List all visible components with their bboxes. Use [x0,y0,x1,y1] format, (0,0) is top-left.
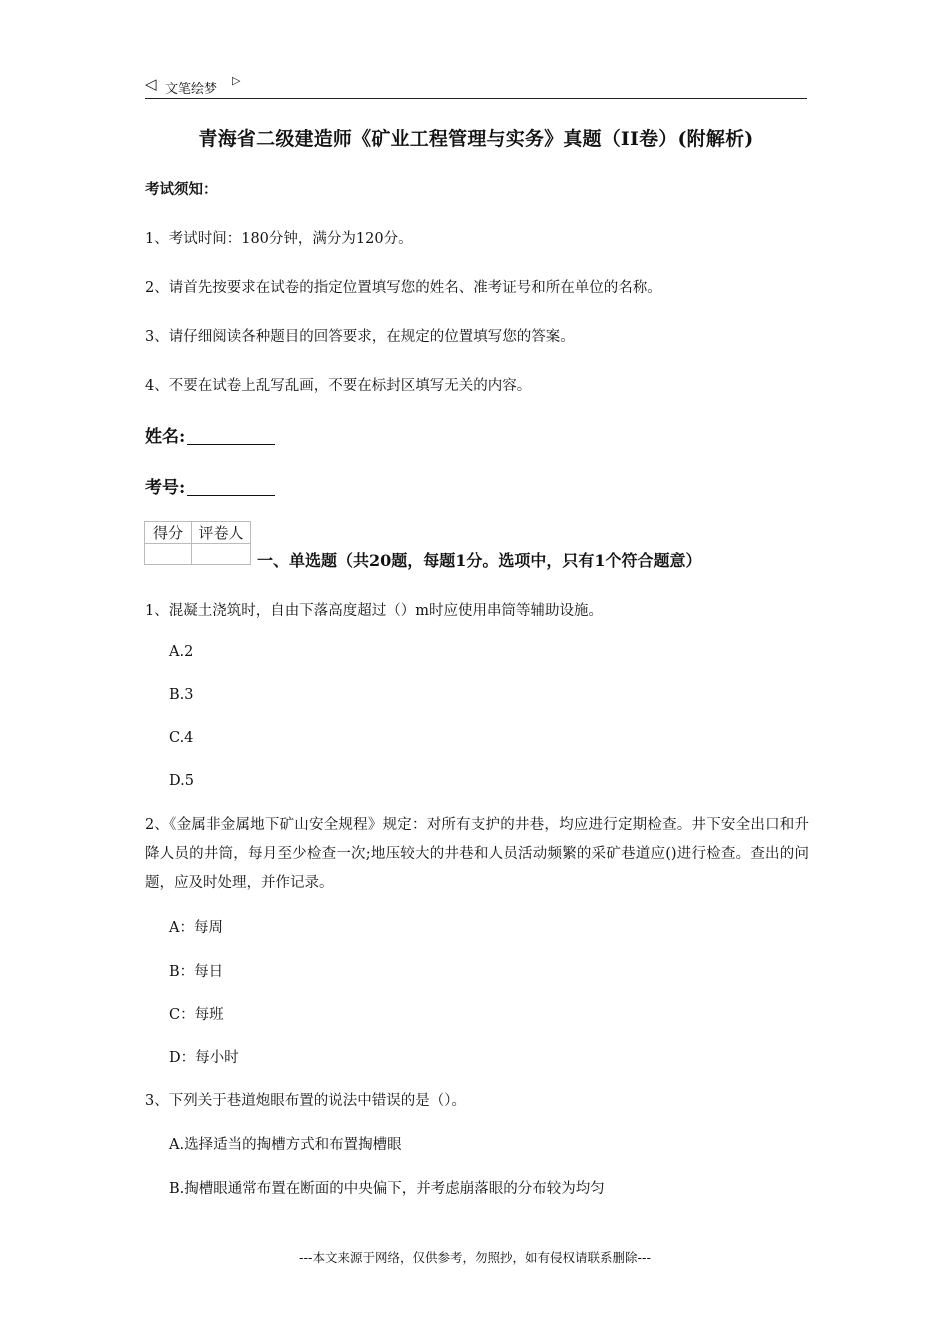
exam-number-blank-line[interactable] [187,494,275,496]
question-text: 1、混凝土浇筑时，自由下落高度超过（）m时应使用串筒等辅助设施。 [145,603,603,619]
question-option: B.掏槽眼通常布置在断面的中央偏下，并考虑崩落眼的分布较为均匀 [169,1181,605,1197]
question-option: B：每日 [169,964,224,980]
grader-header: 评卷人 [192,522,251,544]
score-cell [145,544,192,565]
question-option: C.4 [169,730,194,746]
question-option: B.3 [169,687,194,703]
header-brand: 文笔绘梦 [165,82,218,97]
notice-heading: 考试须知： [145,181,218,198]
notice-item: 4、不要在试卷上乱写乱画，不要在标封区填写无关的内容。 [145,378,532,394]
score-header: 得分 [145,522,192,544]
section-title: 一、单选题（共20题，每题1分。选项中，只有1个符合题意） [257,551,702,570]
question-option: A.选择适当的掏槽方式和布置掏槽眼 [169,1137,402,1153]
name-blank-line[interactable] [187,443,275,445]
question-option: C：每班 [169,1007,224,1023]
question-option: D：每小时 [169,1050,239,1066]
question-option: D.5 [169,773,194,789]
name-label: 姓名: [145,427,186,447]
document-title: 青海省二级建造师《矿业工程管理与实务》真题（II卷）(附解析) [198,128,754,150]
question-text: 2、《金属非金属地下矿山安全规程》规定：对所有支护的井巷，均应进行定期检查。井下安全出口和升降人员的井筒，每月至少检查一次;地压较大的井巷和人员活动频繁的采矿巷道应()进行检查。查出的问题，应及时处理，并作记录。 [145,817,809,891]
score-table [144,521,251,565]
exam-number-field [145,473,275,498]
notice-item: 3、请仔细阅读各种题目的回答要求，在规定的位置填写您的答案。 [145,329,575,345]
page-footer: ---本文来源于网络，仅供参考，勿照抄，如有侵权请联系删除--- [298,1250,652,1265]
page-header [145,72,807,99]
name-field [145,422,275,447]
question-option: A.2 [169,644,194,660]
notice-item: 2、请首先按要求在试卷的指定位置填写您的姓名、准考证号和所在单位的名称。 [145,280,662,296]
grader-cell [192,544,251,565]
question-text: 3、下列关于巷道炮眼布置的说法中错误的是（）。 [145,1093,466,1109]
notice-item: 1、考试时间：180分钟，满分为120分。 [145,231,413,247]
question-option: A：每周 [169,920,223,936]
exam-number-label: 考号: [145,478,186,498]
triangle-right-icon: ▷ [232,74,241,87]
triangle-left-icon: ◁ [145,75,157,93]
